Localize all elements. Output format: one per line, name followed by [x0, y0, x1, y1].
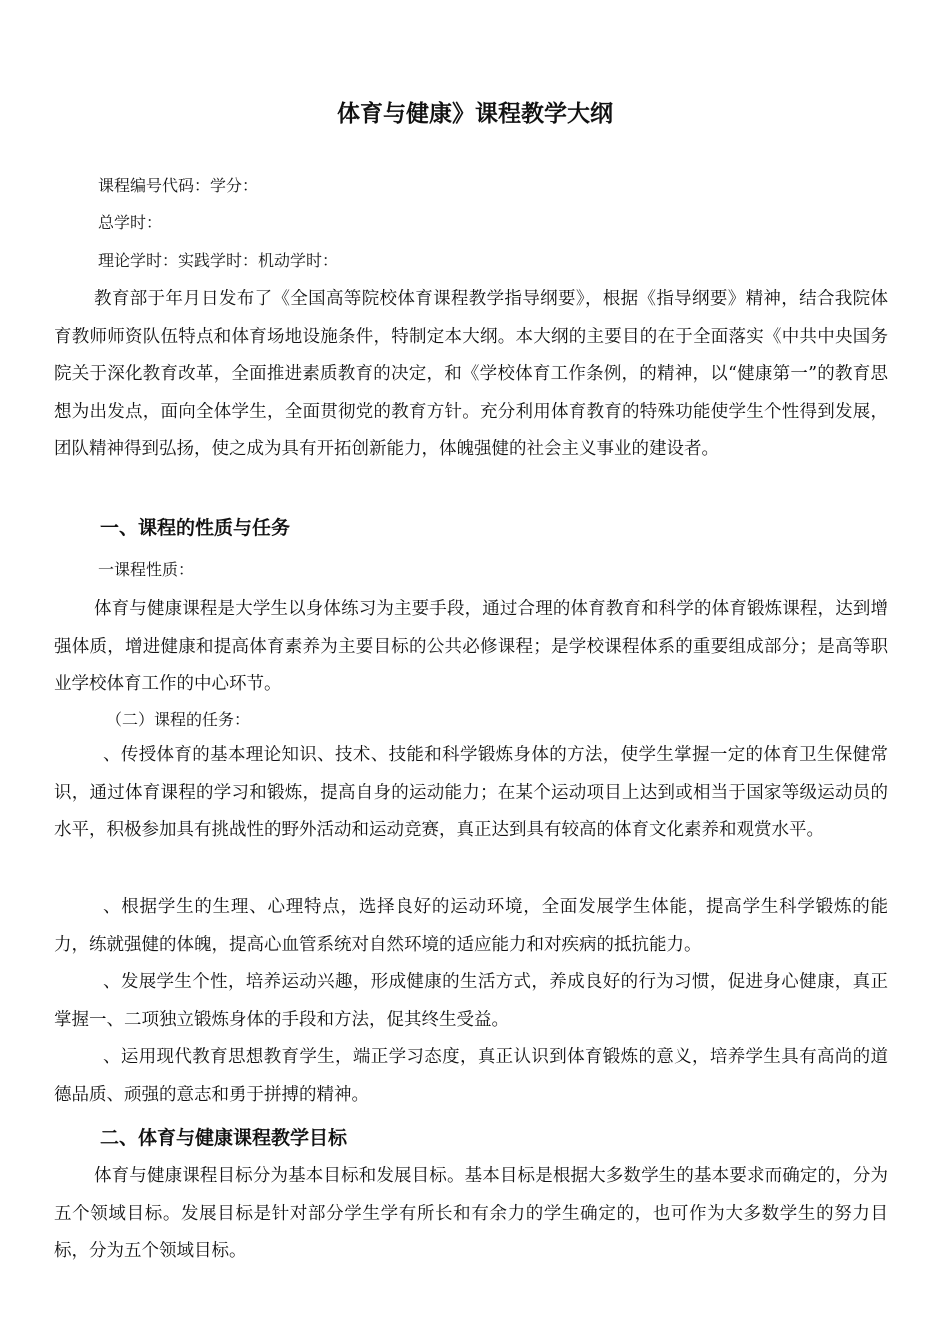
hours-breakdown-line: 理论学时：实践学时：机动学时：	[98, 251, 339, 270]
task-item: 、发展学生个性，培养运动兴趣，形成健康的生活方式，养成良好的行为习惯，促进身心健康，真正掌握一、二项独立锻炼身体的手段和方法，促其终生受益。	[54, 972, 888, 1030]
intro-paragraph: 教育部于年月日发布了《全国高等院校体育课程教学指导纲要》，根据《指导纲要》精神，结合我院体育教师师资队伍特点和体育场地设施条件，特制定本大纲。本大纲的主要目的在于全面落实《中共中央国务院关于深化教育改革，全面推进素质教育的决定，和《学校体育工作条例，的精神，以“健康第一”的教育思想为出发点，面向全体学生，全面贯彻党的教育方针。充分利用体育教育的特殊功能使学生个性得到发展，团队精神得到弘扬，使之成为具有开拓创新能力，体魄强健的社会主义事业的建设者。	[54, 289, 888, 460]
total-hours-line: 总学时：	[98, 213, 163, 232]
task-item: 、根据学生的生理、心理特点，选择良好的运动环境，全面发展学生体能，提高学生科学锻炼的能力，练就强健的体魄，提高心血管系统对自然环境的适应能力和对疾病的抵抗能力。	[54, 897, 888, 955]
teaching-goals-paragraph: 体育与健康课程目标分为基本目标和发展目标。基本目标是根据大多数学生的基本要求而确定的，分为五个领域目标。发展目标是针对部分学生学有所长和有余力的学生确定的，也可作为大多数学生的努力目标，分为五个领域目标。	[54, 1166, 888, 1262]
page-title: 体育与健康》课程教学大纲	[337, 101, 613, 127]
task-item: 、传授体育的基本理论知识、技术、技能和科学锻炼身体的方法，使学生掌握一定的体育卫生保健常识，通过体育课程的学习和锻炼，提高自身的运动能力；在某个运动项目上达到或相当于国家等级运动员的水平，积极参加具有挑战性的野外活动和运动竞赛，真正达到具有较高的体育文化素养和观赏水平。	[54, 745, 888, 841]
section-heading-teaching-goals: 二、体育与健康课程教学目标	[100, 1127, 348, 1149]
section-heading-nature-tasks: 一、课程的性质与任务	[100, 517, 291, 539]
course-nature-label: 一课程性质：	[98, 560, 195, 579]
course-tasks-label: （二）课程的任务：	[106, 710, 251, 729]
task-item: 、运用现代教育思想教育学生，端正学习态度，真正认识到体育锻炼的意义，培养学生具有高尚的道德品质、顽强的意志和勇于拼搏的精神。	[54, 1047, 888, 1105]
course-nature-paragraph: 体育与健康课程是大学生以身体练习为主要手段，通过合理的体育教育和科学的体育锻炼课程，达到增强体质，增进健康和提高体育素养为主要目标的公共必修课程；是学校课程体系的重要组成部分；是高等职业学校体育工作的中心环节。	[54, 599, 888, 695]
course-code-credit-line: 课程编号代码：学分：	[98, 176, 259, 195]
